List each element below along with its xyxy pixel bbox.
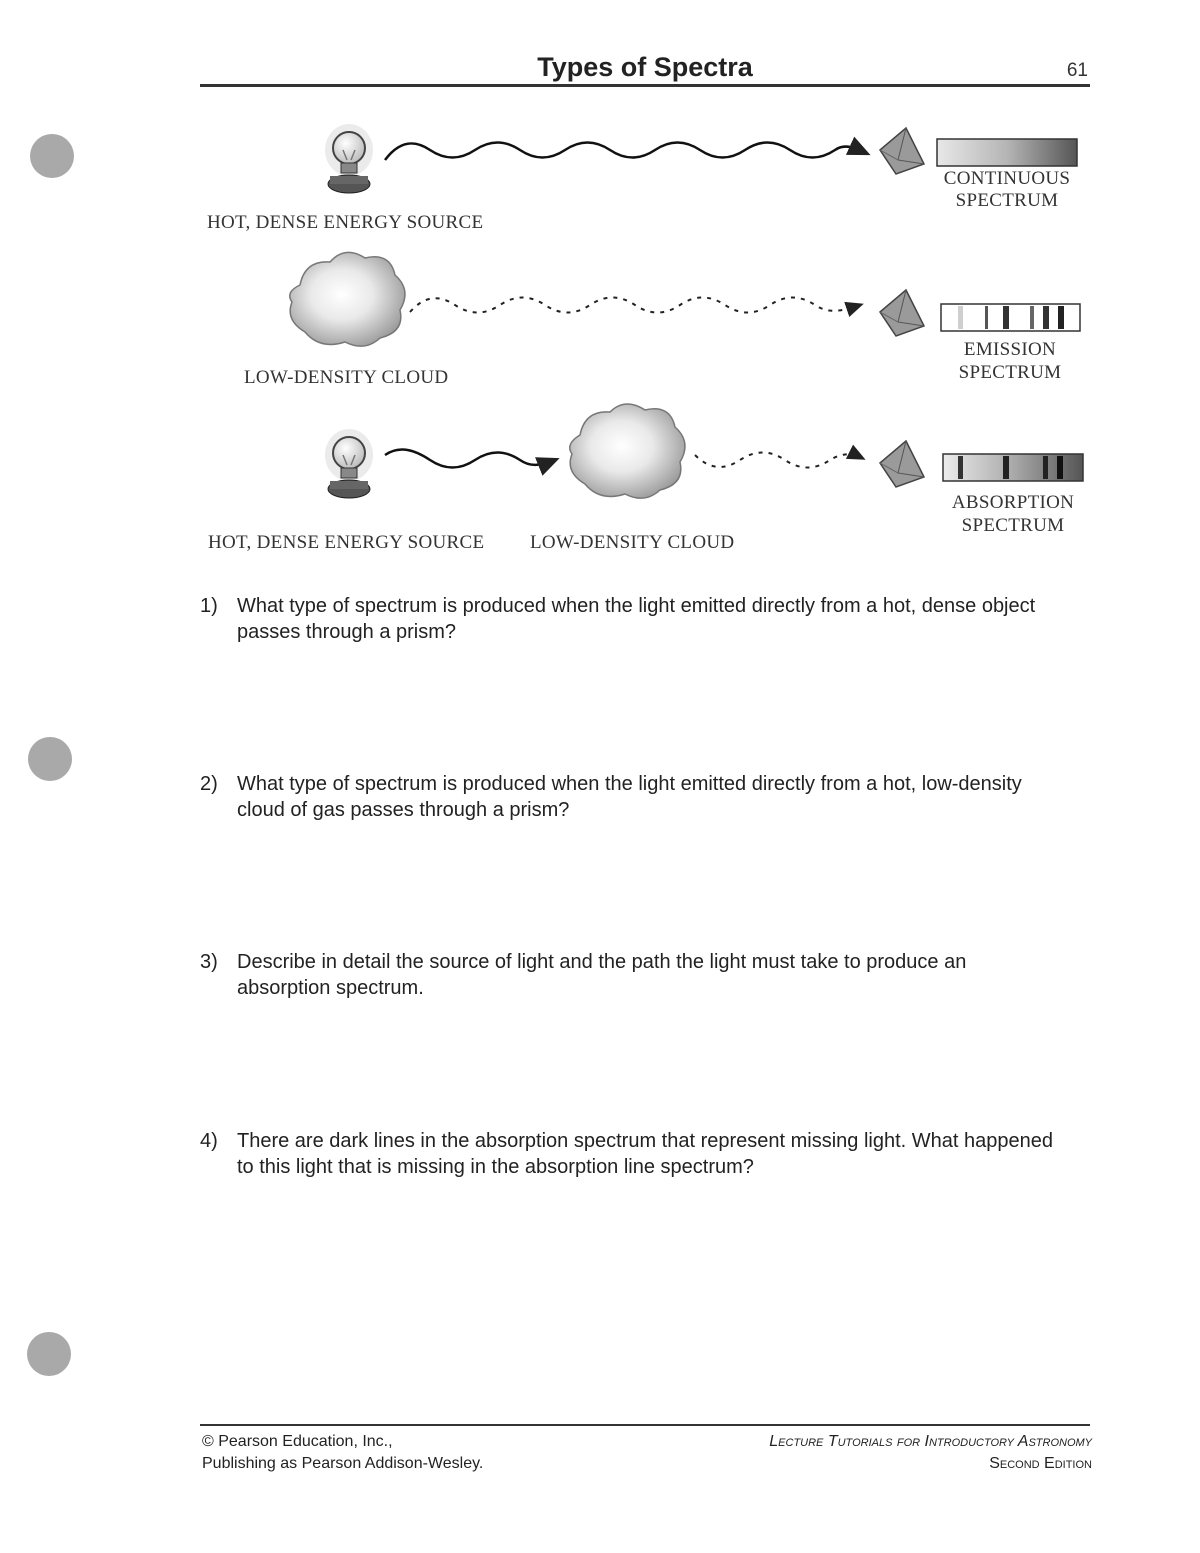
light-wave-1 <box>385 143 866 161</box>
emission-label-line1: EMISSION <box>963 339 1057 360</box>
light-wave-2 <box>410 298 860 313</box>
question-number: 2) <box>200 773 218 795</box>
row3-spectrum-label <box>933 491 1093 537</box>
book-edition: Second Edition <box>989 1455 1092 1472</box>
row2-spectrum-label <box>930 338 1090 384</box>
gas-cloud-icon-2 <box>570 404 685 498</box>
row2-source-label: LOW-DENSITY CLOUD <box>244 367 449 388</box>
copyright-line1: © Pearson Education, Inc., <box>202 1433 393 1450</box>
absorption-spectrum-bar <box>943 454 1083 481</box>
lightbulb-icon <box>325 124 373 193</box>
emission-spectrum-bar <box>941 304 1080 331</box>
lightbulb-icon-2 <box>325 429 373 498</box>
question-3 <box>200 949 1060 1001</box>
footer-book-info <box>769 1431 1092 1475</box>
continuous-label-line2: SPECTRUM <box>955 190 1059 211</box>
question-text: What type of spectrum is produced when the light emitted directly from a hot, low-density cloud of gas passes through a prism? <box>237 773 1022 821</box>
gas-cloud-icon-1 <box>290 252 405 346</box>
question-text: What type of spectrum is produced when the light emitted directly from a hot, dense object passes through a prism? <box>237 595 1036 643</box>
question-4 <box>200 1128 1060 1180</box>
light-wave-4 <box>695 453 862 468</box>
question-1 <box>200 593 1060 645</box>
row3-cloud-label: LOW-DENSITY CLOUD <box>530 532 735 553</box>
absorption-label-line2: SPECTRUM <box>961 515 1065 536</box>
question-number: 4) <box>200 1130 218 1152</box>
row1-spectrum-label <box>927 168 1087 212</box>
light-wave-3 <box>385 450 555 468</box>
footer-copyright <box>202 1431 483 1475</box>
question-2 <box>200 771 1060 823</box>
prism-icon-1 <box>880 128 924 174</box>
question-text: There are dark lines in the absorption spectrum that represent missing light. What happened to this light that is missing in the absorption line spectrum? <box>237 1130 1053 1178</box>
continuous-spectrum-bar <box>937 139 1077 166</box>
question-text: Describe in detail the source of light and the path the light must take to produce an absorption spectrum. <box>237 951 967 999</box>
book-title: Lecture Tutorials for Introductory Astronomy <box>769 1433 1092 1450</box>
row3-source-label: HOT, DENSE ENERGY SOURCE <box>208 532 485 553</box>
page-number: 61 <box>1066 60 1088 81</box>
absorption-label-line1: ABSORPTION <box>951 492 1075 513</box>
continuous-label-line1: CONTINUOUS <box>943 168 1071 189</box>
prism-icon-3 <box>880 441 924 487</box>
binder-hole-bottom <box>27 1332 71 1376</box>
emission-label-line2: SPECTRUM <box>958 362 1062 383</box>
footer-rule <box>200 1424 1090 1426</box>
binder-hole-middle <box>28 737 72 781</box>
row1-source-label: HOT, DENSE ENERGY SOURCE <box>207 212 484 233</box>
page-title: Types of Spectra <box>537 52 753 82</box>
prism-icon-2 <box>880 290 924 336</box>
question-number: 3) <box>200 951 218 973</box>
question-number: 1) <box>200 595 218 617</box>
copyright-line2: Publishing as Pearson Addison-Wesley. <box>202 1455 484 1472</box>
